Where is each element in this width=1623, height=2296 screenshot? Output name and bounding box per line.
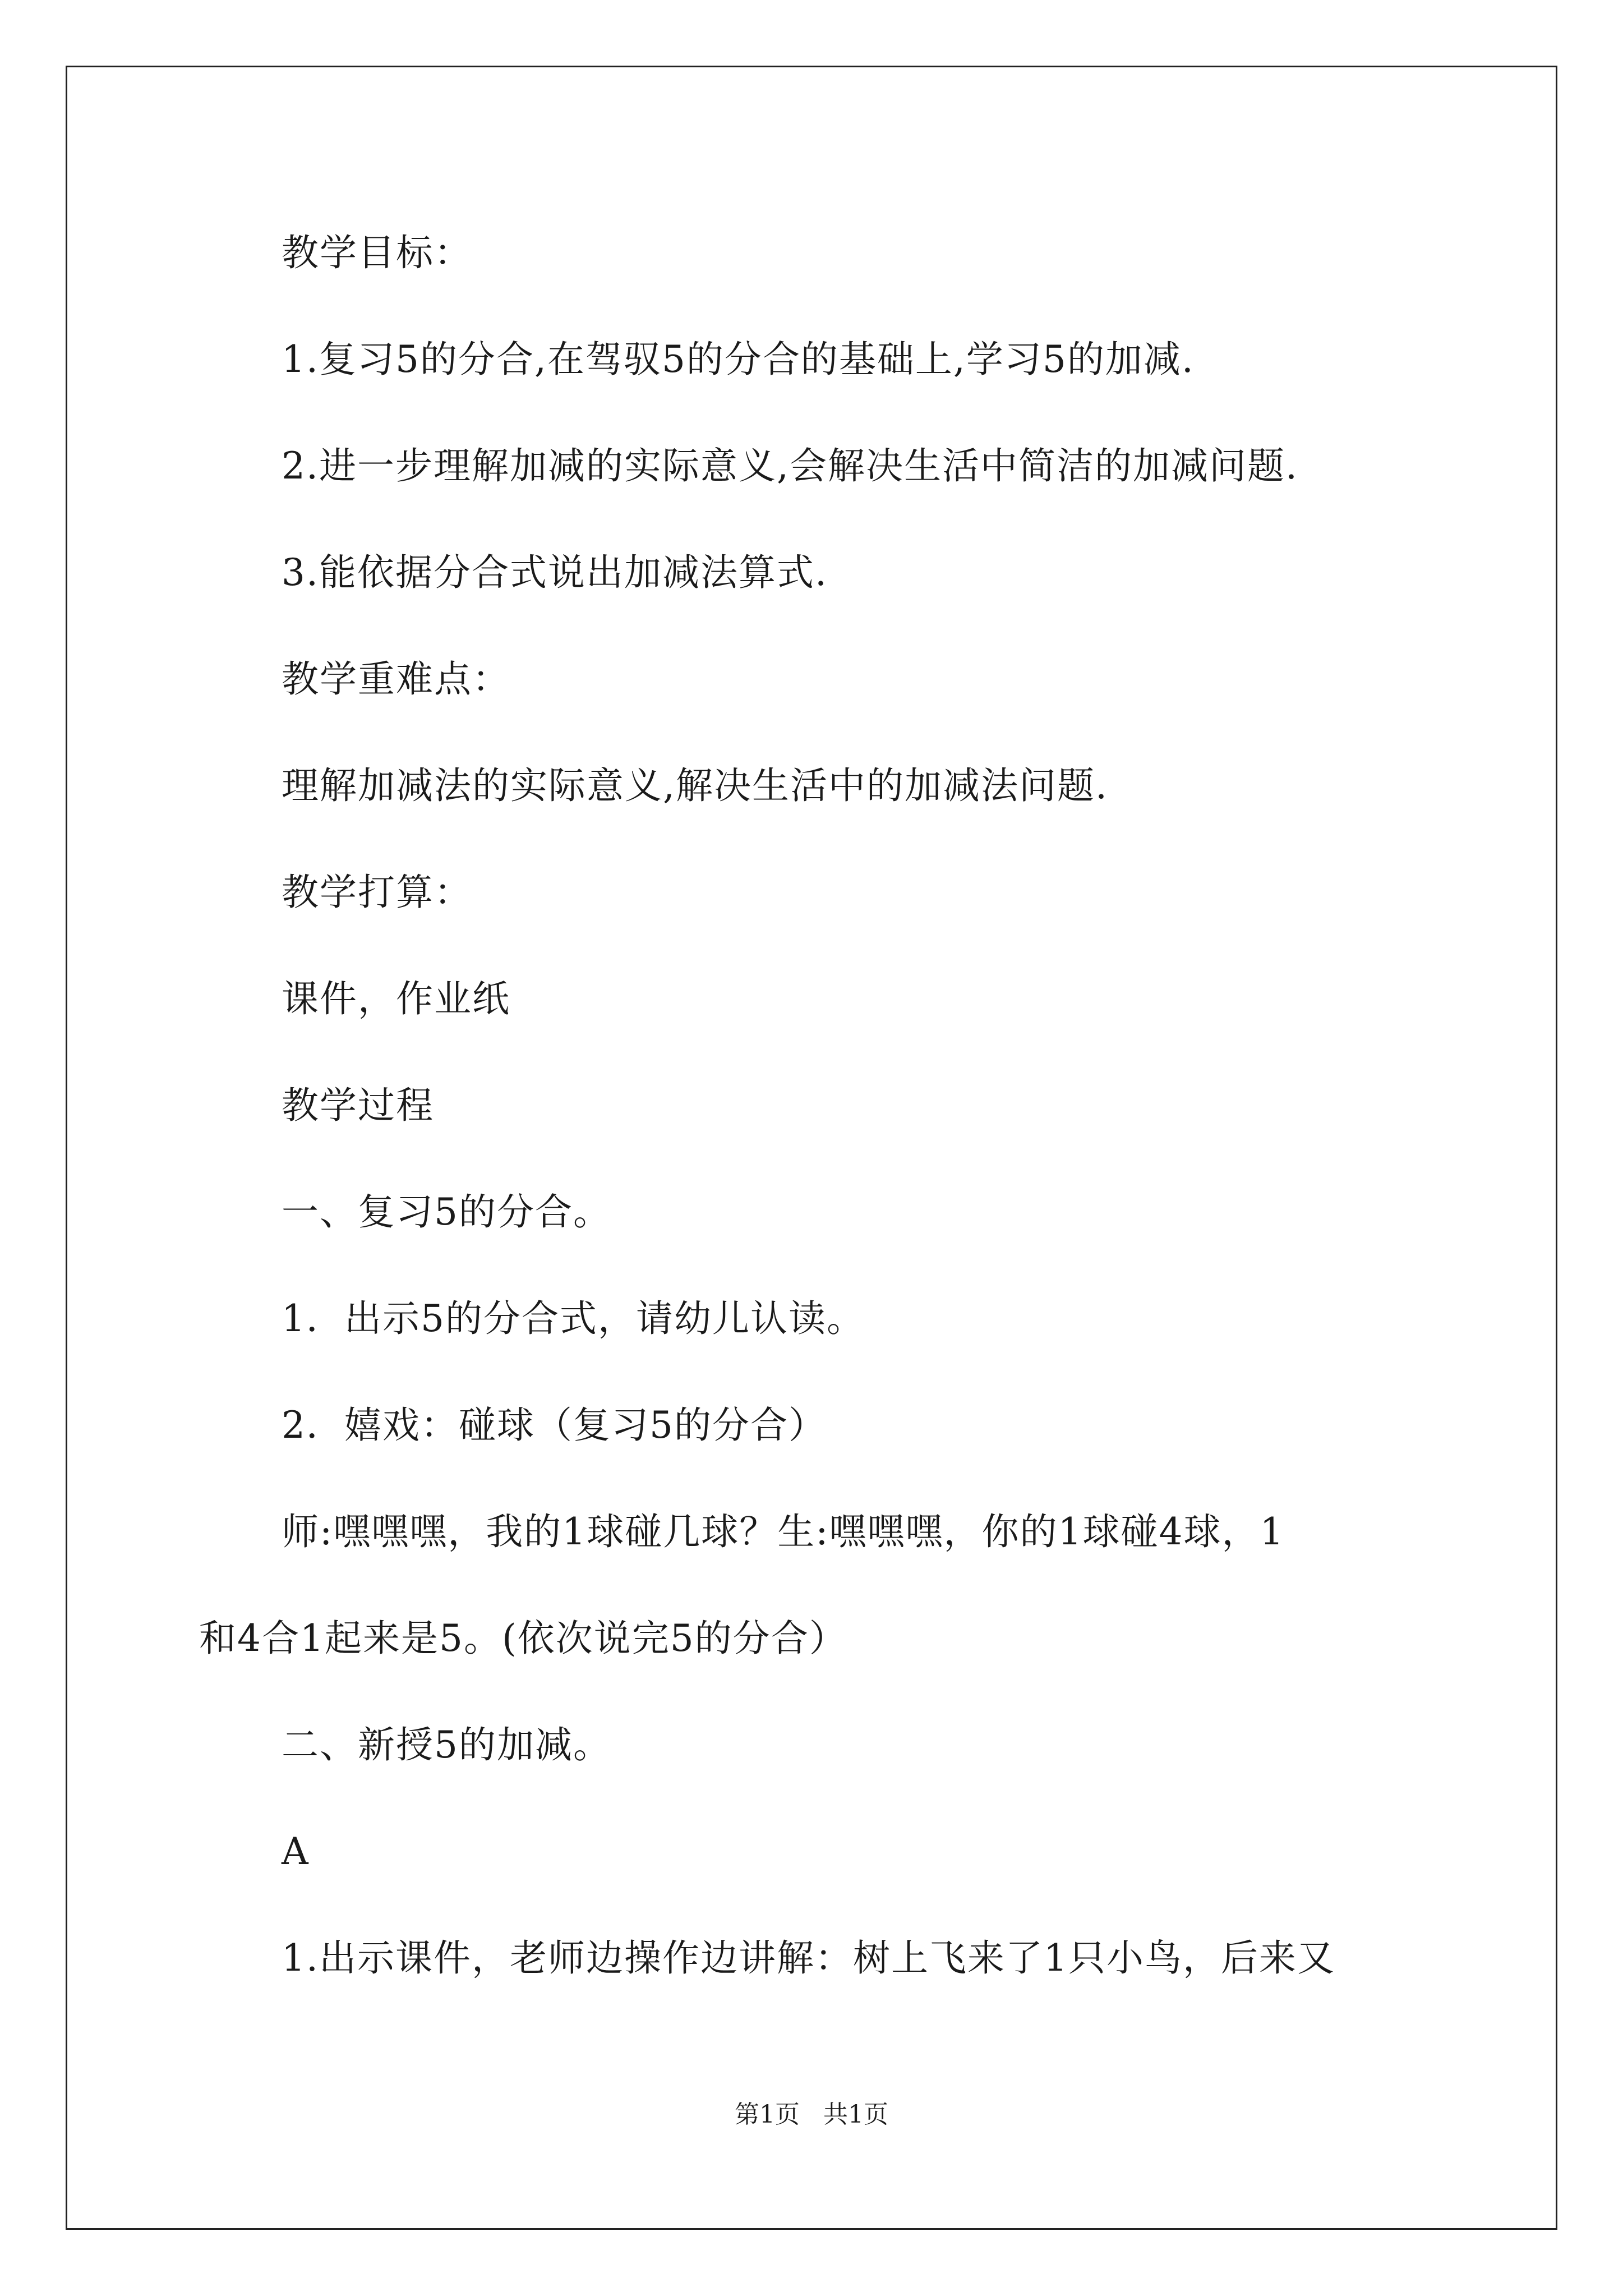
page-border bbox=[66, 66, 1557, 2230]
section-2-title: 二、新授5的加减。 bbox=[282, 1723, 611, 1766]
heading-preparation: 教学打算： bbox=[282, 871, 472, 914]
section-1-step-2: 2．嬉戏：碰球（复习5的分合） bbox=[282, 1404, 827, 1447]
key-difficulties-text: 理解加减法的实际意义,解决生活中的加减法问题. bbox=[282, 764, 1108, 807]
goal-item-1: 1.复习5的分合,在驾驭5的分合的基础上,学习5的加减. bbox=[282, 338, 1195, 381]
page-footer: 第1页 共1页 bbox=[735, 2100, 888, 2129]
heading-key-difficulties: 教学重难点： bbox=[282, 657, 510, 701]
preparation-text: 课件，作业纸 bbox=[282, 977, 510, 1020]
dialogue-line-1: 师:嘿嘿嘿，我的1球碰几球？生:嘿嘿嘿，你的1球碰4球，1 bbox=[282, 1510, 1285, 1553]
heading-process: 教学过程 bbox=[282, 1084, 434, 1127]
goal-item-3: 3.能依据分合式说出加减法算式. bbox=[282, 551, 828, 594]
section-1-step-1: 1．出示5的分合式，请幼儿认读。 bbox=[282, 1297, 865, 1340]
section-1-title: 一、复习5的分合。 bbox=[282, 1190, 611, 1234]
subsection-a-label: A bbox=[282, 1830, 310, 1873]
dialogue-line-2: 和4合1起来是5。(依次说完5的分合） bbox=[199, 1617, 847, 1660]
goal-item-2: 2.进一步理解加减的实际意义,会解决生活中简洁的加减问题. bbox=[282, 444, 1298, 487]
heading-teaching-goals: 教学目标： bbox=[282, 231, 472, 274]
subsection-a-step-1: 1.出示课件，老师边操作边讲解：树上飞来了1只小鸟，后来又 bbox=[282, 1936, 1335, 1980]
